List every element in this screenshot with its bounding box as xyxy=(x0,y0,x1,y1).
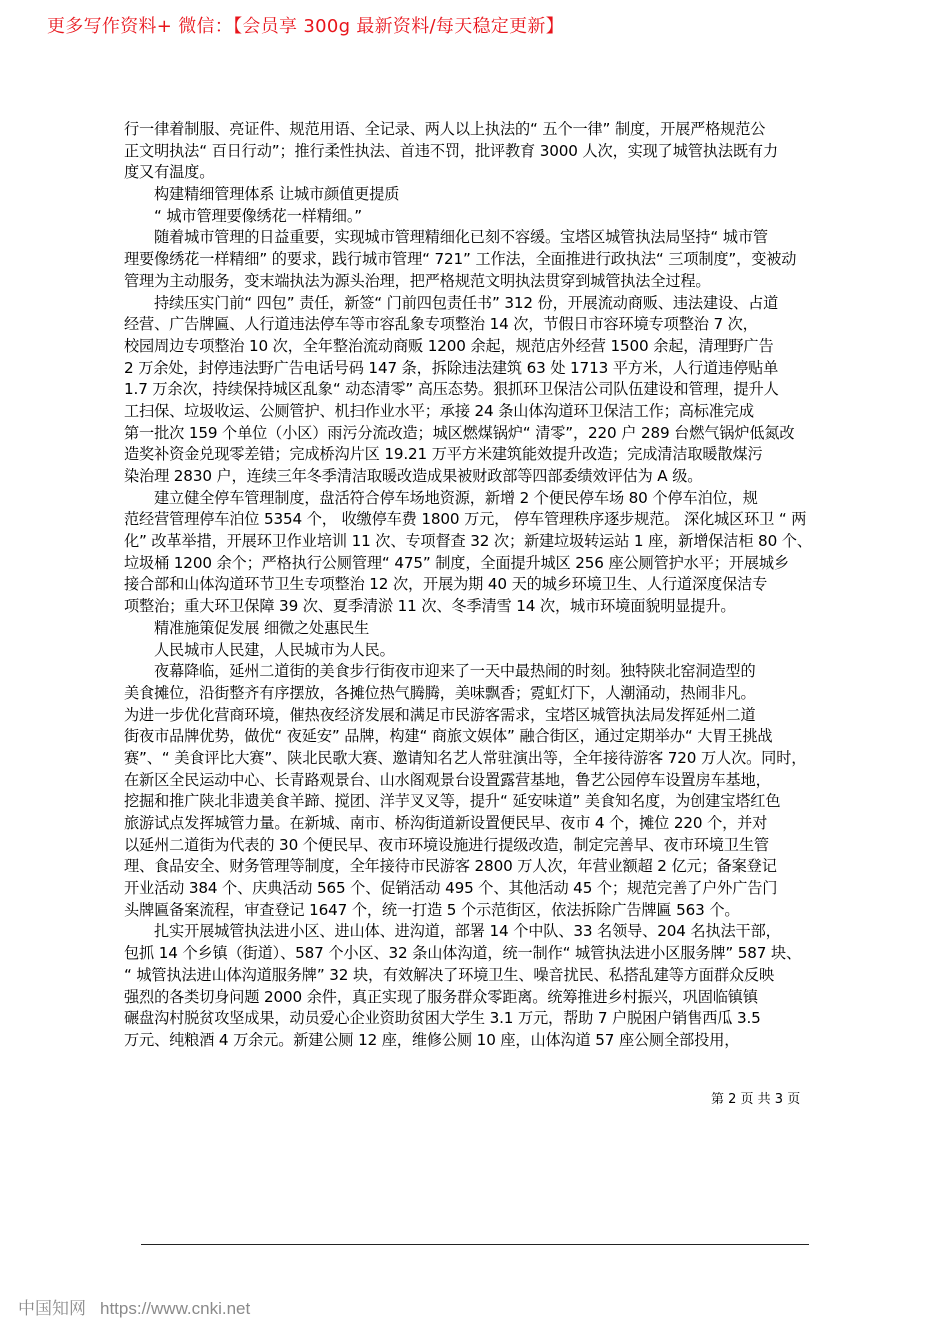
text-line: 美食摊位，沿街整齐有序摆放，各摊位热气腾腾，美味飘香；霓虹灯下，人潮涌动，热闹非凡。 xyxy=(124,683,756,702)
text-line: 第一批次 159 个单位（小区）雨污分流改造；城区燃煤锅炉“ 清零”，220 户 289 台燃气锅炉低氮改 xyxy=(124,423,795,442)
text-line: “ 城市管理要像绣花一样精细。” xyxy=(154,206,363,225)
watermark-url: https://www.cnki.net xyxy=(100,1299,251,1318)
text-line: 行一律着制服、亮证件、规范用语、全记录、两人以上执法的“ 五个一律” 制度，开展严格规范公 xyxy=(124,120,766,138)
text-line: 头牌匾备案流程，审查登记 1647 个，统一打造 5 个示范街区，依法拆除广告牌匾 563 个。 xyxy=(124,900,740,919)
text-line: “ 城管执法进山体沟道服务牌” 32 块，有效解决了环境卫生、噪音扰民、私搭乱建等方面群众反映 xyxy=(124,965,774,984)
text-line: 造奖补资金兑现零差错；完成桥沟片区 19.21 万平方米建筑能效提升改造；完成清洁取暖散煤污 xyxy=(124,445,763,464)
text-line: 构建精细管理体系 让城市颜值更提质 xyxy=(154,185,400,204)
text-line: 范经营管理停车泊位 5354 个， 收缴停车费 1800 万元， 停车管理秩序逐步规范。 深化城区环卫 “ 两 xyxy=(124,510,807,529)
text-line: 化” 改革举措，开展环卫作业培训 11 次、专项督查 32 次；新建垃圾转运站 1 座，新增保洁柜 80 个、 xyxy=(124,532,812,551)
text-line: 建立健全停车管理制度，盘活符合停车场地资源，新增 2 个便民停车场 80 个停车泊位，规 xyxy=(154,488,758,507)
text-line: 赛”、“ 美食评比大赛”、陕北民歌大赛、邀请知名艺人常驻演出等，全年接待游客 720 万人次。同时， xyxy=(124,748,807,767)
cnki-watermark xyxy=(18,1294,250,1319)
promo-banner: 更多写作资料+ 微信：【会员享 300g 最新资料/每天稳定更新】 xyxy=(47,16,564,37)
text-line: 人民城市人民建，人民城市为人民。 xyxy=(154,640,395,659)
text-line: 正文明执法“ 百日行动”；推行柔性执法、首违不罚，批评教育 3000 人次，实现了城管执法既有力 xyxy=(124,141,778,160)
text-line: 垃圾桶 1200 余个；严格执行公厕管理“ 475” 制度，全面提升城区 256 座公厕管护水平；开展城乡 xyxy=(124,553,789,572)
text-line: 开业活动 384 个、庆典活动 565 个、促销活动 495 个、其他活动 45 个；规范完善了户外广告门 xyxy=(124,879,778,898)
text-line: 1.7 万余次，持续保持城区乱象“ 动态清零” 高压态势。狠抓环卫保洁公司队伍建设和管理，提升人 xyxy=(124,380,779,399)
text-line: 管理为主动服务，变末端执法为源头治理，把严格规范文明执法贯穿到城管执法全过程。 xyxy=(124,271,711,290)
text-line: 扎实开展城管执法进小区、进山体、进沟道，部署 14 个中队、33 名领导、204 名执法干部， xyxy=(154,922,781,941)
text-line: 理要像绣花一样精细” 的要求，践行城市管理“ 721” 工作法，全面推进行政执法“ 三项制度”，变被动 xyxy=(124,250,797,269)
footer-divider xyxy=(141,1244,809,1245)
document-body xyxy=(124,119,844,1052)
text-line: 理、食品安全、财务管理等制度，全年接待市民游客 2800 万人次，年营业额超 2 亿元；备案登记 xyxy=(124,857,777,876)
text-line: 万元、纯粮酒 4 万余元。新建公厕 12 座，维修公厕 10 座，山体沟道 57 座公厕全部投用， xyxy=(124,1030,740,1049)
text-line: 为进一步优化营商环境，催热夜经济发展和满足市民游客需求，宝塔区城管执法局发挥延州二道 xyxy=(124,705,756,724)
text-line: 随着城市管理的日益重要，实现城市管理精细化已刻不容缓。宝塔区城管执法局坚持“ 城市管 xyxy=(154,228,768,247)
text-line: 夜幕降临，延州二道街的美食步行街夜市迎来了一天中最热闹的时刻。独特陕北窑洞造型的 xyxy=(154,662,756,681)
page-number: 第 2 页 共 3 页 xyxy=(711,1092,801,1107)
text-line: 校园周边专项整治 10 次，全年整治流动商贩 1200 余起，规范店外经营 1500 余起，清理野广告 xyxy=(124,336,774,355)
text-line: 包抓 14 个乡镇（街道）、587 个小区、32 条山体沟道，统一制作“ 城管执法进小区服务牌” 587 块、 xyxy=(124,944,802,963)
watermark-brand: 中国知网 xyxy=(18,1299,86,1318)
text-line: 2 万余处，封停违法野广告电话号码 147 条，拆除违法建筑 63 处 1713 平方米，人行道违停贴单 xyxy=(124,358,779,377)
text-line: 在新区全民运动中心、长青路观景台、山水阁观景台设置露营基地，鲁艺公园停车设置房车基地， xyxy=(124,770,771,789)
text-line: 接合部和山体沟道环节卫生专项整治 12 次，开展为期 40 天的城乡环境卫生、人行道深度保洁专 xyxy=(124,575,768,594)
text-line: 以延州二道街为代表的 30 个便民早、夜市环境设施进行提级改造，制定完善早、夜市环境卫生管 xyxy=(124,835,769,854)
text-line: 持续压实门前“ 四包” 责任，新签“ 门前四包责任书” 312 份，开展流动商贩、违法建设、占道 xyxy=(154,293,779,312)
text-line: 染治理 2830 户，连续三年冬季清洁取暖改造成果被财政部等四部委绩效评估为 A 级。 xyxy=(124,467,703,485)
text-line: 经营、广告牌匾、人行道违法停车等市容乱象专项整治 14 次，节假日市容环境专项整治 7 次， xyxy=(124,315,758,334)
text-line: 街夜市品牌优势，做优“ 夜延安” 品牌，构建“ 商旅文娱体” 融合街区，通过定期举办“ 大胃王挑战 xyxy=(124,727,773,746)
text-line: 挖掘和推广陕北非遗美食羊蹄、搅团、洋芋叉叉等，提升“ 延安味道” 美食知名度，为创建宝塔红色 xyxy=(124,792,781,811)
text-line: 项整治；重大环卫保障 39 次、夏季清淤 11 次、冬季清雪 14 次，城市环境面貌明显提升。 xyxy=(124,597,736,616)
text-line: 旅游试点发挥城管力量。在新城、南市、桥沟街道新设置便民早、夜市 4 个，摊位 220 个，并对 xyxy=(124,814,768,832)
text-line: 度又有温度。 xyxy=(124,163,215,182)
text-line: 工扫保、垃圾收运、公厕管护、机扫作业水平；承接 24 条山体沟道环卫保洁工作；高标准完成 xyxy=(124,401,754,420)
text-line: 精准施策促发展 细微之处惠民生 xyxy=(154,618,370,637)
text-line: 强烈的各类切身问题 2000 余件，真正实现了服务群众零距离。统筹推进乡村振兴，巩固临镇镇 xyxy=(124,987,758,1006)
text-line: 碾盘沟村脱贫攻坚成果，动员爱心企业资助贫困大学生 3.1 万元，帮助 7 户脱困户销售西瓜 3.5 xyxy=(124,1009,761,1028)
